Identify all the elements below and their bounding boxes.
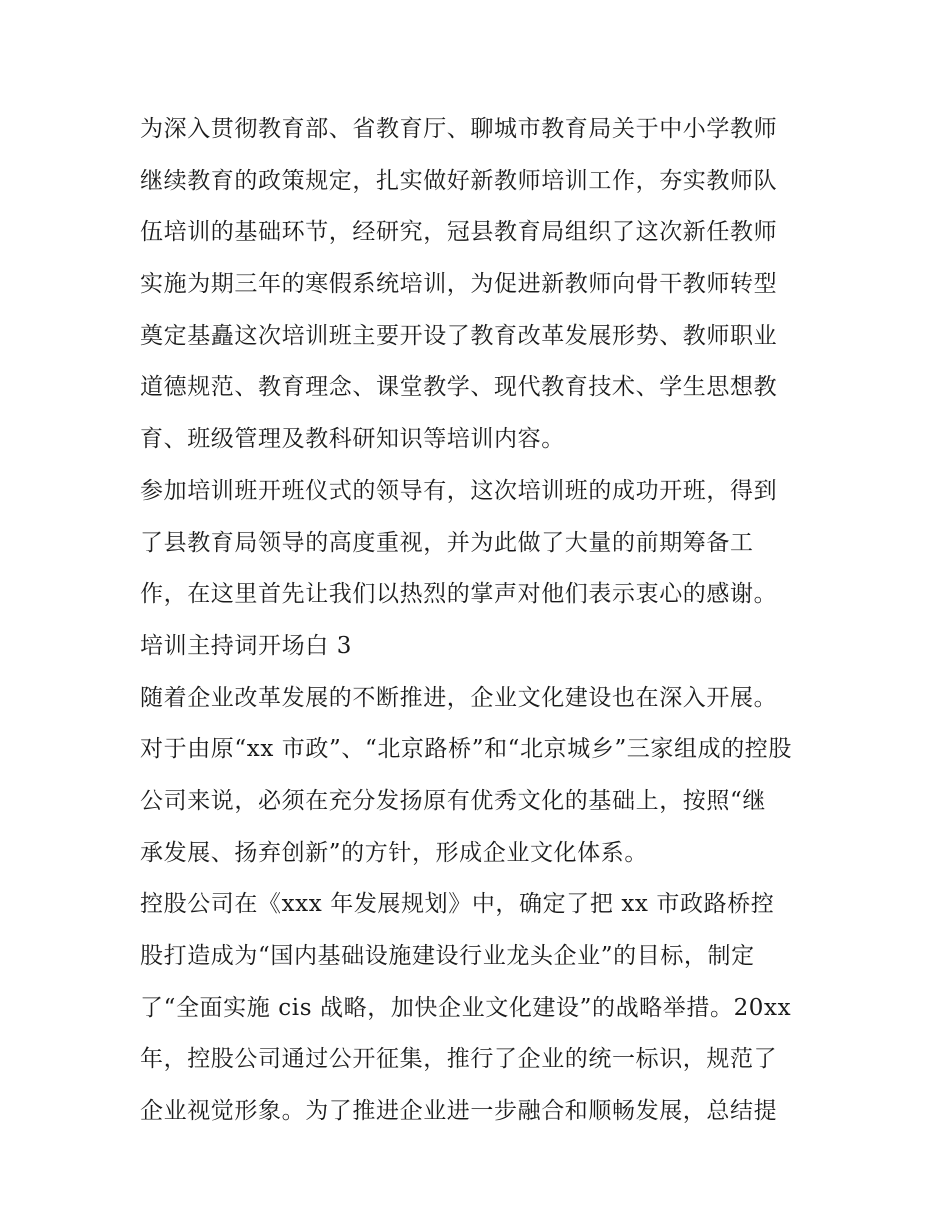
- text-line: 控股公司在《xxx 年发展规划》中，确定了把 xx 市政路桥控: [140, 891, 775, 918]
- text-line: 育、班级管理及教科研知识等培训内容。: [140, 426, 565, 453]
- text-line: 了县教育局领导的高度重视，并为此做了大量的前期筹备工: [140, 529, 754, 556]
- text-line: 公司来说，必须在充分发扬原有优秀文化的基础上，按照“继: [140, 787, 766, 814]
- text-line: 股打造成为“国内基础设施建设行业龙头企业”的目标，制定: [140, 943, 755, 969]
- text-line: 道德规范、教育理念、课堂教学、现代教育技术、学生思想教: [140, 374, 778, 401]
- text-line: 继续教育的政策规定，扎实做好新教师培训工作，夯实教师队: [140, 167, 778, 194]
- text-line: 为深入贯彻教育部、省教育厅、聊城市教育局关于中小学教师: [140, 116, 778, 142]
- text-line: 对于由原“xx 市政”、“北京路桥”和“北京城乡”三家组成的控股: [140, 736, 793, 763]
- text-line: 参加培训班开班仪式的领导有，这次培训班的成功开班，得到: [140, 477, 778, 504]
- text-line: 承发展、扬弃创新”的方针，形成企业文化体系。: [140, 839, 648, 866]
- text-line: 实施为期三年的寒假系统培训，为促进新教师向骨干教师转型: [140, 271, 778, 298]
- text-line: 年，控股公司通过公开征集，推行了企业的统一标识，规范了: [140, 1046, 778, 1073]
- text-line: 奠定基矗这次培训班主要开设了教育改革发展形势、教师职业: [140, 322, 778, 349]
- text-line: 伍培训的基础环节，经研究，冠县教育局组织了这次新任教师: [140, 219, 778, 246]
- text-line: 随着企业改革发展的不断推进，企业文化建设也在深入开展。: [140, 684, 778, 711]
- document-body: [140, 104, 820, 1138]
- text-line: 企业视觉形象。为了推进企业进一步融合和顺畅发展，总结提: [140, 1098, 778, 1125]
- text-line: 作，在这里首先让我们以热烈的掌声对他们表示衷心的感谢。: [140, 581, 778, 608]
- section-heading: 培训主持词开场白 3: [140, 632, 352, 659]
- text-line: 了“全面实施 cis 战略，加快企业文化建设”的战略举措。20xx: [140, 994, 792, 1021]
